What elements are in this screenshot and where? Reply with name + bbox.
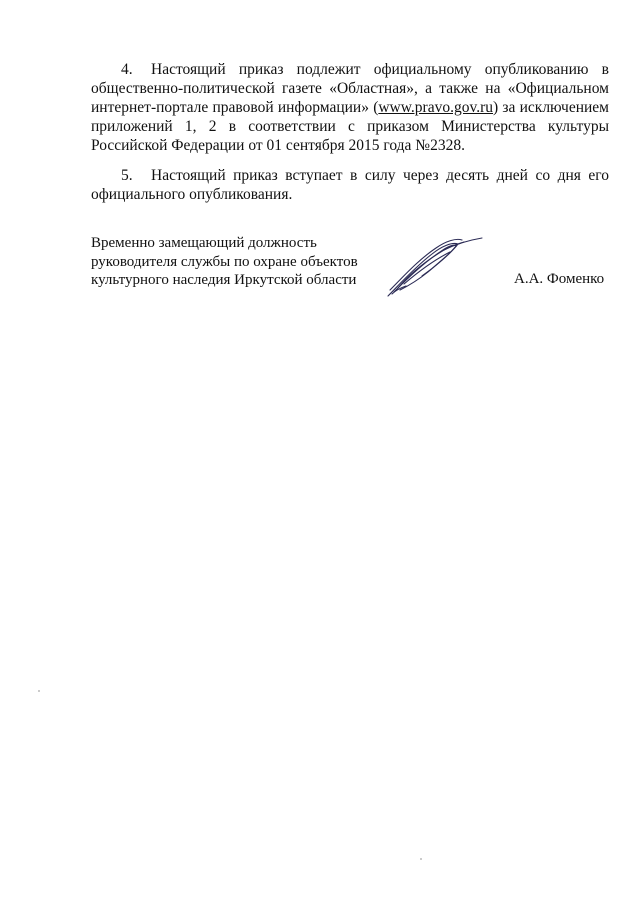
paragraph-4-number: 4. xyxy=(121,61,133,78)
signer-position xyxy=(91,234,361,290)
signer-position-line-3: культурного наследия Иркутской области xyxy=(91,272,357,288)
scan-speck xyxy=(420,858,422,860)
paragraph-5 xyxy=(91,166,609,204)
paragraph-4-text-end: ) за исключением приложений 1, 2 в соответствии с приказом Министерства культуры Российской Федерации от 01 сентября 2015 года №2328. xyxy=(91,99,609,154)
pravo-gov-link[interactable]: www.pravo.gov.ru xyxy=(378,99,494,116)
signer-position-line-2: руководителя службы по охране объектов xyxy=(91,253,358,270)
paragraph-5-number: 5. xyxy=(121,167,133,184)
scan-speck xyxy=(38,690,40,692)
signer-position-line-1: Временно замещающий должность xyxy=(91,235,317,251)
handwritten-signature-icon xyxy=(384,230,484,300)
paragraph-5-text: Настоящий приказ вступает в силу через десять дней со дня его официального опубликования. xyxy=(91,167,609,203)
signer-name: А.А. Фоменко xyxy=(514,271,605,287)
paragraph-4-text: Настоящий приказ подлежит официальному опубликованию в общественно-политической газете «Областная», а также на «Официальном интернет-портале правовой информации» ( xyxy=(91,61,609,116)
paragraph-4 xyxy=(91,60,609,155)
